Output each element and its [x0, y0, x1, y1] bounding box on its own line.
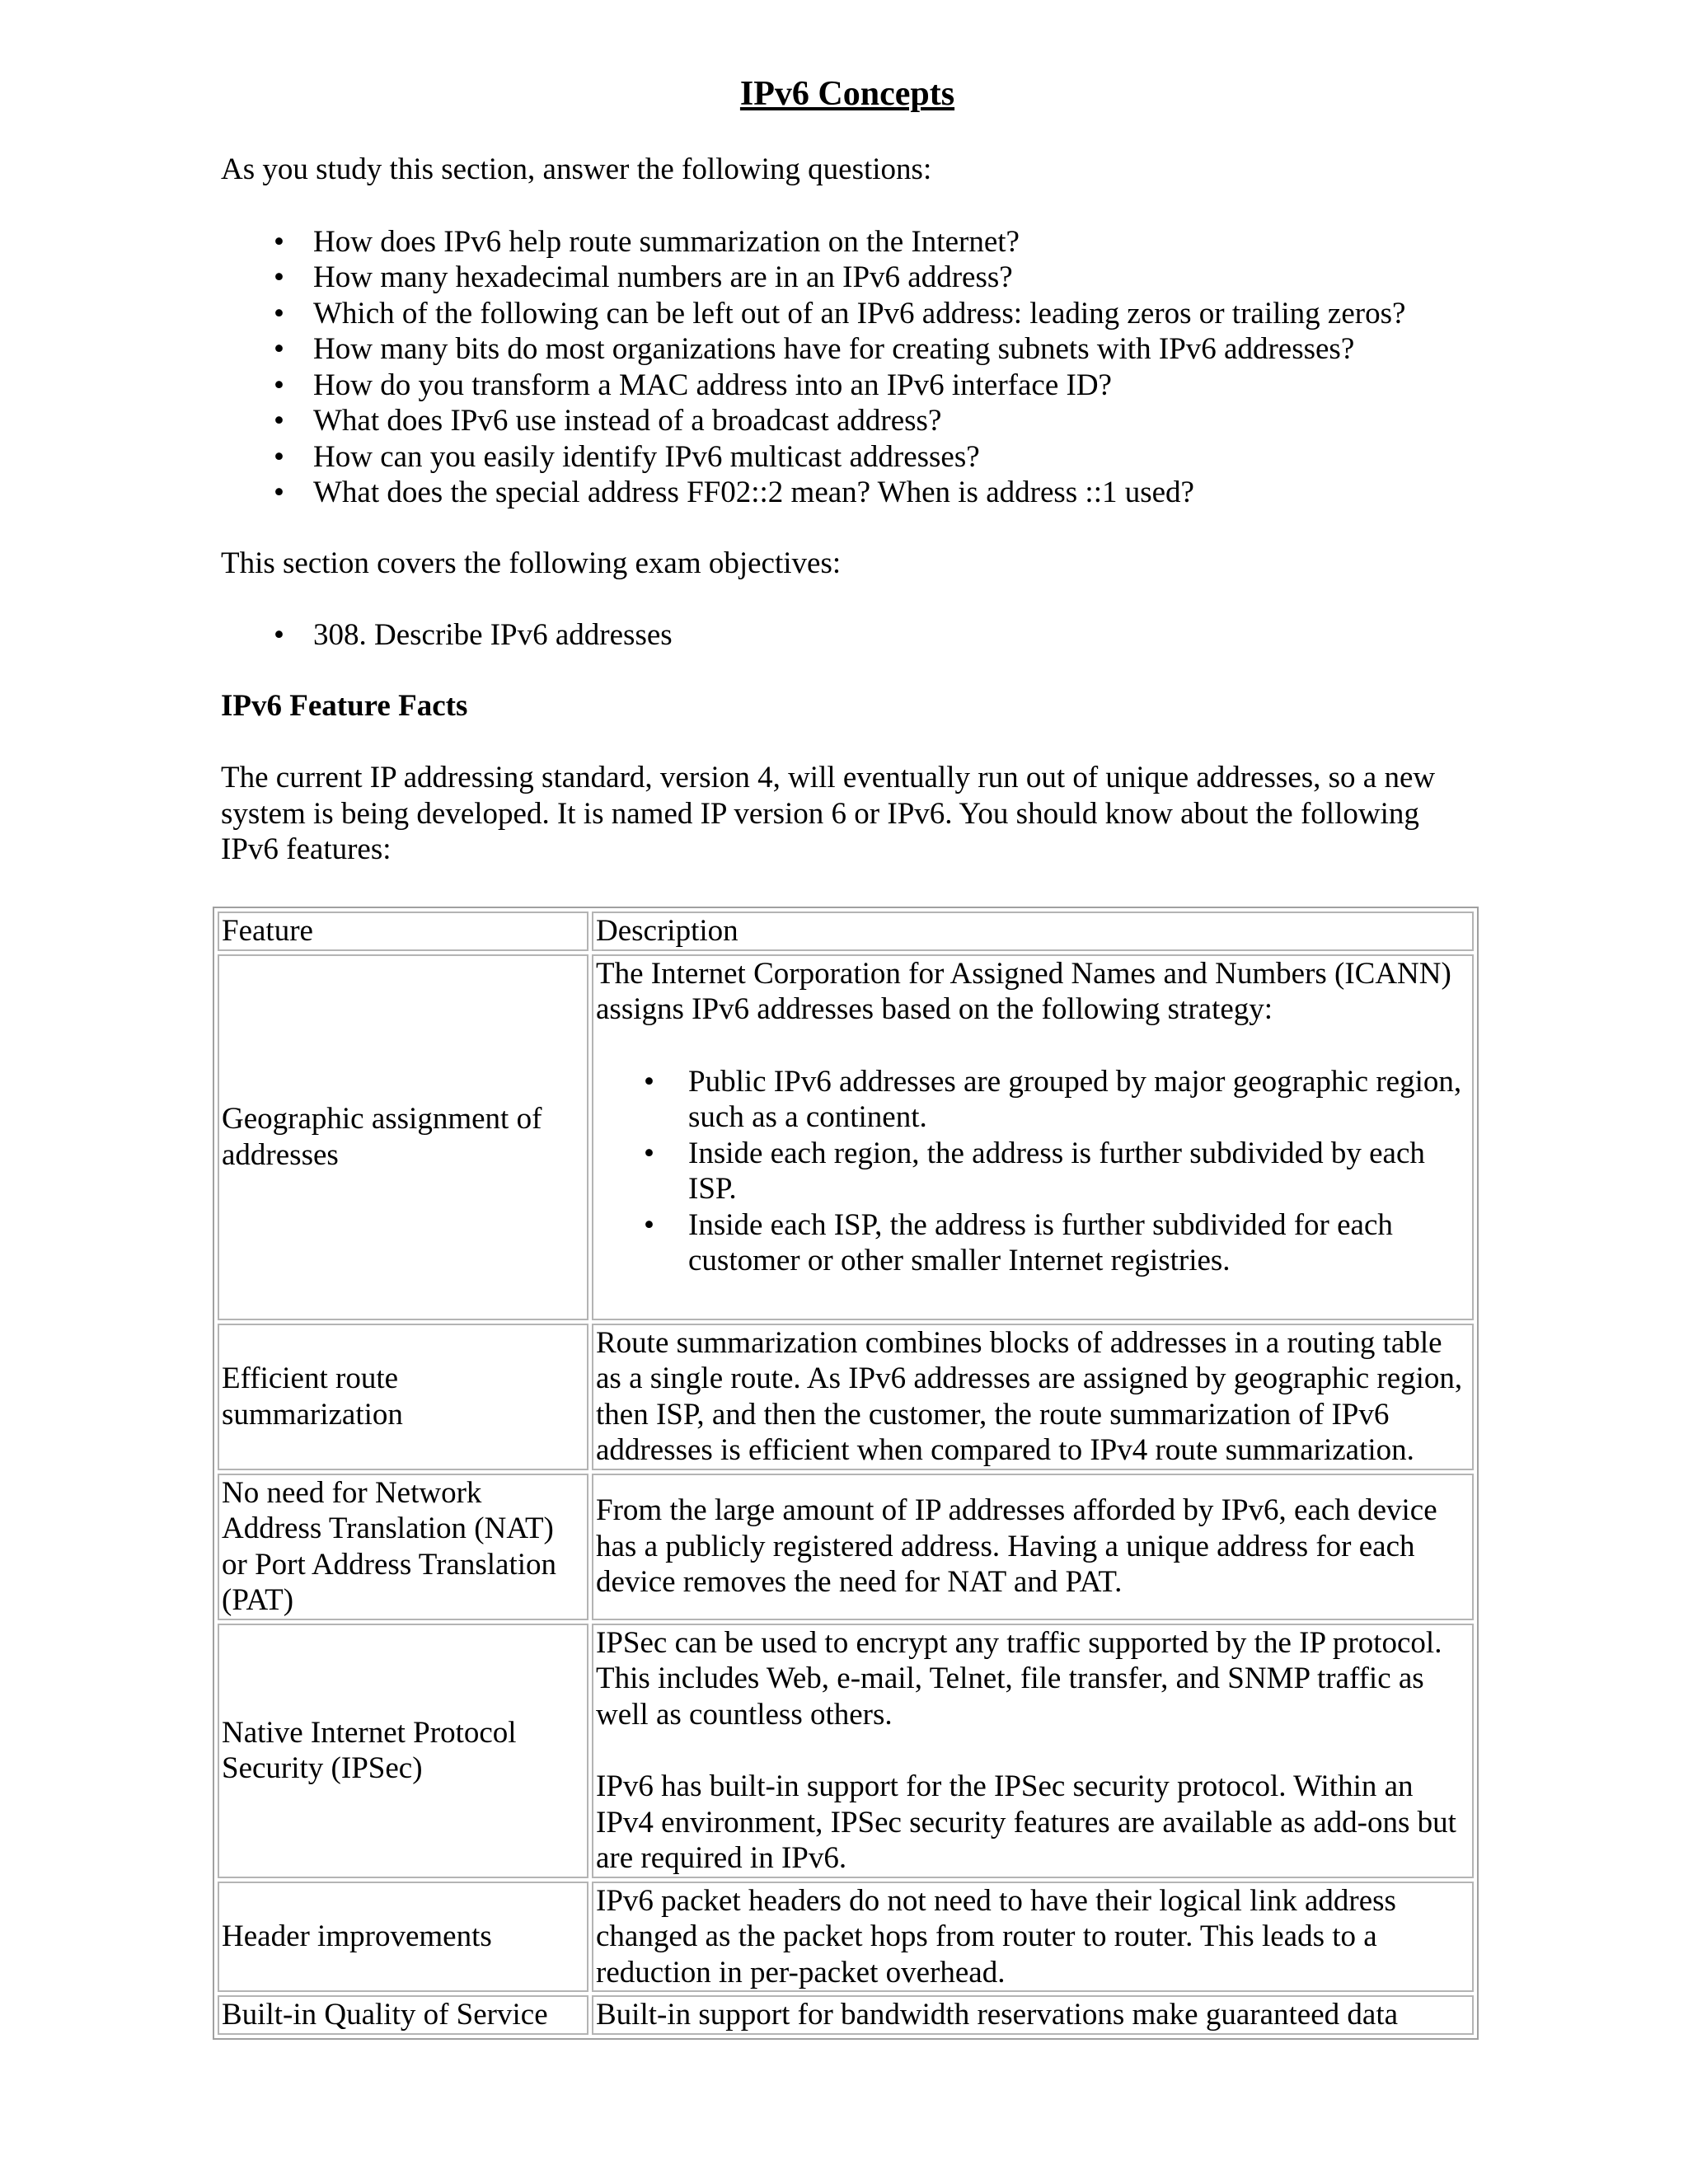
list-item: • What does IPv6 use instead of a broadcast address?	[274, 404, 942, 438]
table-row	[218, 1882, 1474, 1993]
bullet-icon: •	[274, 439, 284, 474]
feature-cell: No need for Network Address Translation (NAT) or Port Address Translation (PAT)	[218, 1474, 588, 1620]
bullet-icon: •	[644, 1136, 654, 1170]
bullet-icon: •	[274, 368, 284, 402]
list-item: • How can you easily identify IPv6 multicast addresses?	[274, 439, 980, 474]
table-row	[218, 1624, 1474, 1878]
list-item: • How many bits do most organizations have for creating subnets with IPv6 addresses?	[274, 332, 1355, 366]
feature-cell: Efficient route summarization	[218, 1324, 588, 1470]
bullet-icon: •	[274, 296, 284, 330]
objectives-list	[221, 617, 1474, 654]
table-header-row	[218, 912, 1474, 951]
bullet-icon: •	[644, 1207, 654, 1242]
list-item: • Inside each region, the address is further subdivided by each ISP.	[644, 1136, 1425, 1206]
bullet-icon: •	[274, 618, 284, 652]
bullet-icon: •	[644, 1064, 654, 1099]
column-header-description: Description	[592, 912, 1474, 951]
bullet-icon: •	[274, 476, 284, 509]
list-item: • Inside each ISP, the address is further subdivided for each customer or other smaller Internet registries.	[644, 1207, 1393, 1277]
table-row	[218, 1474, 1474, 1620]
column-header-feature: Feature	[218, 912, 588, 951]
bullet-icon: •	[274, 404, 284, 438]
document-body	[221, 73, 1474, 868]
strategy-list	[596, 1064, 1470, 1279]
list-item: • Public IPv6 addresses are grouped by major geographic region, such as a continent.	[644, 1064, 1462, 1134]
bullet-icon: •	[274, 332, 284, 366]
table-row	[218, 954, 1474, 1320]
feature-cell: Geographic assignment of addresses	[218, 954, 588, 1320]
facts-intro: The current IP addressing standard, version 4, will eventually run out of unique addresses, so a new system is being developed. It is named IP version 6 or IPv6. You should know about the following IPv6 features:	[221, 761, 1436, 866]
question-list	[221, 224, 1474, 511]
description-cell: IPSec can be used to encrypt any traffic supported by the IP protocol. This includes Web, e-mail, Telnet, file transfer, and SNMP traffic as well as countless others. IPv6 has built-in support for the IPSec security protocol. Within an IPv4 environment, IPSec security features are available as add-ons but are required in IPv6.	[592, 1624, 1474, 1878]
bullet-icon: •	[274, 224, 284, 259]
description-cell: IPv6 packet headers do not need to have their logical link address changed as the packet hops from router to router. This leads to a reduction in per-packet overhead.	[592, 1882, 1474, 1993]
list-item: • How does IPv6 help route summarization on the Internet?	[274, 224, 1020, 259]
description-cell: The Internet Corporation for Assigned Names and Numbers (ICANN) assigns IPv6 addresses based on the following strategy: • Public IPv6 addresses are grouped by major geographic region, such as a continent. • Inside each region, the address is further subdivided by each ISP. • Inside each ISP, the address is further subdivided for each customer or other smaller Internet registries.	[592, 954, 1474, 1320]
bullet-icon: •	[274, 260, 284, 294]
intro-text: As you study this section, answer the following questions:	[221, 152, 932, 186]
list-item: • 308. Describe IPv6 addresses	[274, 618, 673, 652]
list-item: • How do you transform a MAC address into an IPv6 interface ID?	[274, 368, 1112, 402]
description-cell: Route summarization combines blocks of addresses in a routing table as a single route. As IPv6 addresses are assigned by geographic region, then ISP, and then the customer, the route summarization of IPv6 addresses is efficient when compared to IPv4 route summarization.	[592, 1324, 1474, 1470]
feature-cell: Built-in Quality of Service	[218, 1995, 588, 2035]
page-title: IPv6 Concepts	[739, 75, 955, 113]
section-heading: IPv6 Feature Facts	[221, 688, 468, 723]
list-item: • How many hexadecimal numbers are in an IPv6 address?	[274, 260, 1013, 294]
description-cell: From the large amount of IP addresses afforded by IPv6, each device has a publicly registered address. Having a unique address for each device removes the need for NAT and PAT.	[592, 1474, 1474, 1620]
features-table	[213, 907, 1479, 2040]
table-row	[218, 1995, 1474, 2035]
feature-cell: Header improvements	[218, 1882, 588, 1993]
table-row	[218, 1324, 1474, 1470]
description-cell: Built-in support for bandwidth reservations make guaranteed data	[592, 1995, 1474, 2035]
list-item: • Which of the following can be left out of an IPv6 address: leading zeros or trailing zeros?	[274, 296, 1406, 330]
objectives-intro: This section covers the following exam objectives:	[221, 546, 842, 580]
list-item: • What does the special address FF02::2 mean? When is address ::1 used?	[274, 476, 1194, 509]
feature-cell: Native Internet Protocol Security (IPSec)	[218, 1624, 588, 1878]
